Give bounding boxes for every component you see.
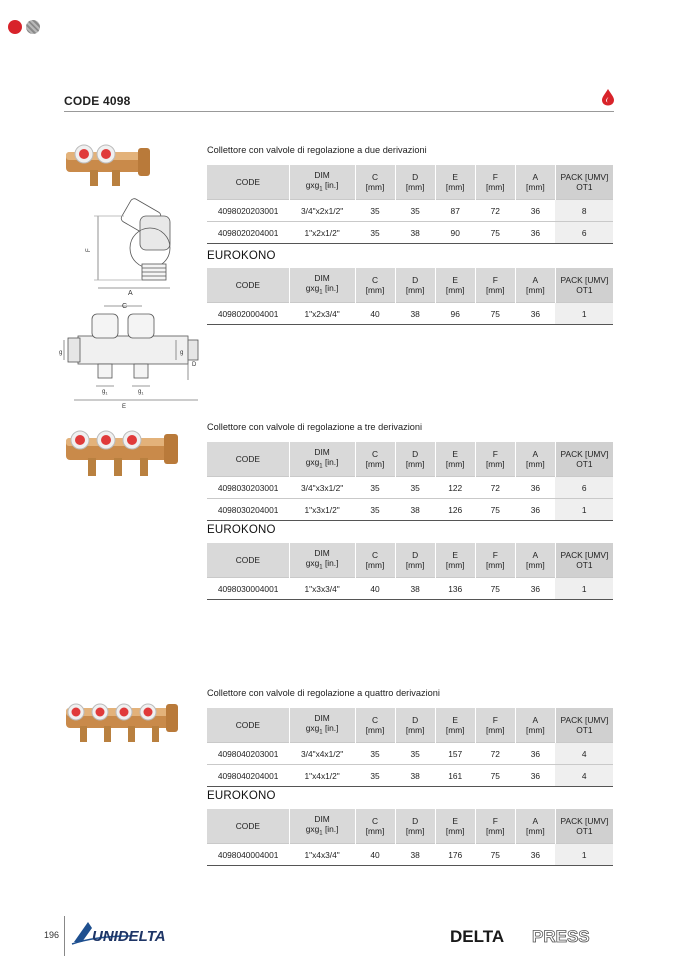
table-row [207, 578, 613, 600]
cell-c: 35 [355, 477, 395, 499]
table-row [207, 200, 613, 222]
cell-pack: 1 [555, 844, 613, 866]
cell-code: 4098040203001 [207, 743, 289, 765]
cell-c: 35 [355, 499, 395, 521]
header-code: CODE [207, 442, 289, 477]
svg-text:UNIDELTA: UNIDELTA [92, 928, 166, 945]
header-code: CODE [207, 543, 289, 578]
flame-drop-icon [600, 88, 616, 106]
cell-d: 38 [395, 765, 435, 787]
cell-e: 176 [435, 844, 475, 866]
cell-pack: 6 [555, 222, 613, 244]
cell-dim: 1"x4x1/2" [289, 765, 355, 787]
product-photo-3-way [62, 426, 182, 484]
eurokono-label: EUROKONO [207, 790, 276, 802]
cell-f: 72 [475, 477, 515, 499]
cell-e: 96 [435, 303, 475, 325]
header-f: F [mm] [475, 708, 515, 743]
cell-code: 4098040004001 [207, 844, 289, 866]
cell-a: 36 [515, 743, 555, 765]
cell-c: 35 [355, 765, 395, 787]
cell-pack: 6 [555, 477, 613, 499]
svg-text:DELTA: DELTA [450, 927, 505, 946]
cell-a: 36 [515, 200, 555, 222]
cell-a: 36 [515, 765, 555, 787]
eurokono-label: EUROKONO [207, 524, 276, 536]
deltapress-logo [450, 926, 616, 946]
cell-e: 126 [435, 499, 475, 521]
header-pack: PACK [UMV] OT1 [555, 708, 613, 743]
table-header-row [207, 442, 613, 477]
grey-dot-icon [26, 20, 40, 34]
cell-f: 75 [475, 499, 515, 521]
cell-c: 35 [355, 743, 395, 765]
header-e: E [mm] [435, 543, 475, 578]
cell-d: 35 [395, 200, 435, 222]
spec-table-eurokono [207, 543, 613, 600]
cell-d: 38 [395, 844, 435, 866]
dim-label-g-right: g [180, 350, 184, 356]
dim-label-f: F [86, 248, 92, 252]
table-header-row [207, 543, 613, 578]
section-subtitle: Collettore con valvole di regolazione a tre derivazioni [207, 422, 423, 432]
spec-table [207, 165, 613, 244]
page-number: 196 [44, 930, 60, 940]
header-dim: DIM gxg$_1$ [in.] [289, 809, 355, 844]
spec-table [207, 708, 613, 787]
header-dim: DIM gxg$_1$ [in.] [289, 708, 355, 743]
header-dim: DIM gxg$_1$ [in.] [289, 268, 355, 303]
header-pack: PACK [UMV] OT1 [555, 268, 613, 303]
dim-label-c: C [122, 303, 128, 310]
cell-dim: 1"x3x3/4" [289, 578, 355, 600]
header-d: D [mm] [395, 809, 435, 844]
cell-pack: 1 [555, 303, 613, 325]
cell-c: 40 [355, 303, 395, 325]
cell-pack: 1 [555, 499, 613, 521]
header-pack: PACK [UMV] OT1 [555, 543, 613, 578]
header-a: A [mm] [515, 708, 555, 743]
cell-d: 38 [395, 499, 435, 521]
spec-table-eurokono [207, 809, 613, 866]
dim-label-g: g [59, 350, 63, 356]
cell-a: 36 [515, 499, 555, 521]
header-a: A [mm] [515, 543, 555, 578]
header-e: E [mm] [435, 442, 475, 477]
cell-a: 36 [515, 844, 555, 866]
header-d: D [mm] [395, 543, 435, 578]
cell-d: 38 [395, 222, 435, 244]
table-header-row [207, 708, 613, 743]
header-pack: PACK [UMV] OT1 [555, 165, 613, 200]
cell-c: 35 [355, 222, 395, 244]
cell-f: 75 [475, 765, 515, 787]
table-row [207, 743, 613, 765]
header-d: D [mm] [395, 268, 435, 303]
header-a: A [mm] [515, 442, 555, 477]
header-code: CODE [207, 268, 289, 303]
header-e: E [mm] [435, 268, 475, 303]
dim-label-d: D [192, 362, 197, 368]
cell-e: 161 [435, 765, 475, 787]
cell-a: 36 [515, 477, 555, 499]
cell-dim: 3/4"x2x1/2" [289, 200, 355, 222]
header-d: D [mm] [395, 165, 435, 200]
cell-d: 35 [395, 477, 435, 499]
cell-code: 4098020004001 [207, 303, 289, 325]
dim-label-e: E [122, 404, 127, 410]
header-d: D [mm] [395, 442, 435, 477]
section-subtitle: Collettore con valvole di regolazione a quattro derivazioni [207, 688, 440, 698]
product-photo-4-way [62, 698, 182, 754]
cell-dim: 3/4"x3x1/2" [289, 477, 355, 499]
cell-code: 4098020204001 [207, 222, 289, 244]
cell-pack: 4 [555, 743, 613, 765]
header-a: A [mm] [515, 809, 555, 844]
cell-dim: 1"x3x1/2" [289, 499, 355, 521]
cell-f: 75 [475, 844, 515, 866]
page-title: CODE 4098 [64, 94, 131, 108]
header-c: C [mm] [355, 165, 395, 200]
side-view-drawing [84, 196, 194, 300]
cell-f: 75 [475, 222, 515, 244]
cell-c: 40 [355, 844, 395, 866]
header-f: F [mm] [475, 442, 515, 477]
cell-c: 40 [355, 578, 395, 600]
table-header-row [207, 268, 613, 303]
cell-e: 122 [435, 477, 475, 499]
header-f: F [mm] [475, 543, 515, 578]
cell-f: 75 [475, 303, 515, 325]
header-e: E [mm] [435, 708, 475, 743]
header-dim: DIM gxg$_1$ [in.] [289, 442, 355, 477]
cell-pack: 8 [555, 200, 613, 222]
cell-f: 75 [475, 578, 515, 600]
cell-f: 72 [475, 200, 515, 222]
cell-f: 72 [475, 743, 515, 765]
title-divider [64, 111, 614, 112]
cell-e: 136 [435, 578, 475, 600]
cell-e: 87 [435, 200, 475, 222]
red-dot-icon [8, 20, 22, 34]
header-d: D [mm] [395, 708, 435, 743]
cell-code: 4098020203001 [207, 200, 289, 222]
spec-table [207, 442, 613, 521]
cell-e: 90 [435, 222, 475, 244]
dim-label-a: A [128, 290, 133, 297]
header-code: CODE [207, 809, 289, 844]
cell-dim: 1"x2x3/4" [289, 303, 355, 325]
cell-code: 4098030004001 [207, 578, 289, 600]
table-row [207, 222, 613, 244]
cell-a: 36 [515, 578, 555, 600]
cell-code: 4098040204001 [207, 765, 289, 787]
section-subtitle: Collettore con valvole di regolazione a due derivazioni [207, 145, 427, 155]
header-c: C [mm] [355, 268, 395, 303]
header-dim: DIM gxg$_1$ [in.] [289, 165, 355, 200]
cell-pack: 1 [555, 578, 613, 600]
eurokono-label: EUROKONO [207, 250, 276, 262]
table-row [207, 765, 613, 787]
cell-a: 36 [515, 222, 555, 244]
dim-label-g1-a: $g_1$ [102, 389, 108, 396]
header-f: F [mm] [475, 268, 515, 303]
svg-text:PRESS: PRESS [532, 927, 590, 946]
header-a: A [mm] [515, 268, 555, 303]
table-row [207, 499, 613, 521]
cell-dim: 1"x2x1/2" [289, 222, 355, 244]
cell-c: 35 [355, 200, 395, 222]
cell-a: 36 [515, 303, 555, 325]
cell-e: 157 [435, 743, 475, 765]
dim-label-g1-b: $g_1$ [138, 389, 144, 396]
unidelta-logo [70, 918, 210, 946]
cell-d: 35 [395, 743, 435, 765]
cell-d: 38 [395, 303, 435, 325]
header-pack: PACK [UMV] OT1 [555, 809, 613, 844]
header-c: C [mm] [355, 543, 395, 578]
front-view-drawing [56, 300, 206, 410]
table-row [207, 844, 613, 866]
header-code: CODE [207, 165, 289, 200]
header-pack: PACK [UMV] OT1 [555, 442, 613, 477]
cell-pack: 4 [555, 765, 613, 787]
header-e: E [mm] [435, 165, 475, 200]
table-row [207, 477, 613, 499]
header-a: A [mm] [515, 165, 555, 200]
cell-dim: 3/4"x4x1/2" [289, 743, 355, 765]
header-e: E [mm] [435, 809, 475, 844]
header-dim: DIM gxg$_1$ [in.] [289, 543, 355, 578]
header-c: C [mm] [355, 708, 395, 743]
cell-d: 38 [395, 578, 435, 600]
header-c: C [mm] [355, 442, 395, 477]
cell-code: 4098030204001 [207, 499, 289, 521]
footer-divider [64, 916, 65, 956]
header-f: F [mm] [475, 809, 515, 844]
header-code: CODE [207, 708, 289, 743]
header-f: F [mm] [475, 165, 515, 200]
table-row [207, 303, 613, 325]
table-header-row [207, 165, 613, 200]
table-header-row [207, 809, 613, 844]
cell-code: 4098030203001 [207, 477, 289, 499]
cell-dim: 1"x4x3/4" [289, 844, 355, 866]
header-c: C [mm] [355, 809, 395, 844]
spec-table-eurokono [207, 268, 613, 325]
product-photo-2-way [62, 138, 152, 196]
